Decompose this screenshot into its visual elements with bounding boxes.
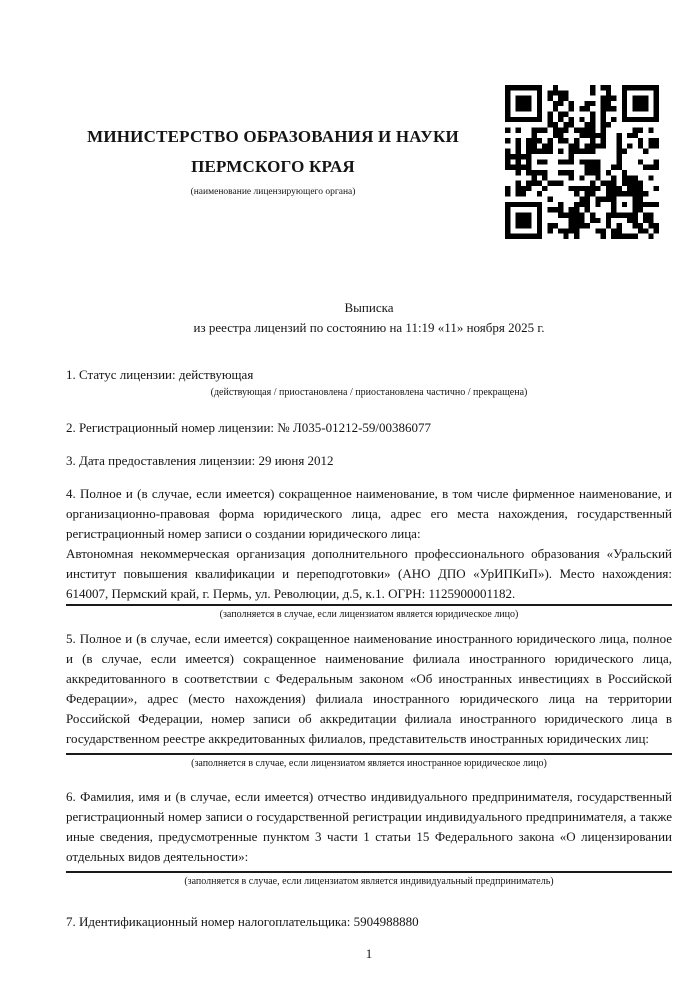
document-body [0, 298, 700, 963]
item-registration-number [66, 419, 672, 437]
inn-line [66, 913, 672, 931]
foreign-entity-note: (заполняется в случае, если лицензиатом является иностранное юридическое лицо) [191, 758, 547, 769]
item-grant-date [66, 452, 672, 470]
document-title-line2: из реестра лицензий по состоянию на 11:19 «11» ноября 2025 г. [193, 320, 545, 335]
registration-number-line [66, 419, 672, 437]
ministry-name-line1: МИНИСТЕРСТВО ОБРАЗОВАНИЯ И НАУКИ [87, 127, 459, 146]
license-status-note: (действующая / приостановлена / приостановлена частично / прекращена) [210, 387, 528, 398]
license-status-label: 1. Статус лицензии: [66, 367, 176, 382]
ministry-name-line2: ПЕРМСКОГО КРАЯ [191, 157, 355, 176]
qr-code-graphic [505, 85, 659, 239]
licensing-authority-block [66, 122, 480, 199]
item-legal-entity [66, 484, 672, 622]
inn-value: 5904988880 [353, 914, 419, 929]
ministry-name [66, 122, 480, 182]
item-inn [66, 913, 672, 931]
legal-entity-text: 4. Полное и (в случае, если имеется) сокращенное наименование, в том числе фирменное наименование, и организационно-правовая форма юридического лица, адрес его места нахождения, государственный регистрационный номер записи о создании юридического лица: [66, 486, 672, 541]
document-title-line1: Выписка [344, 300, 394, 315]
document-header [0, 0, 700, 250]
grant-date-value: 29 июня 2012 [258, 453, 334, 468]
grant-date-line [66, 452, 672, 470]
ministry-caption: (наименование лицензирующего органа) [190, 187, 356, 197]
entrepreneur-note: (заполняется в случае, если лицензиатом является индивидуальный предприниматель) [184, 876, 554, 887]
page-number: 1 [365, 946, 373, 961]
grant-date-label: 3. Дата предоставления лицензии: [66, 453, 256, 468]
license-status-value: действующая [178, 367, 254, 382]
foreign-entity-fill-line [66, 753, 672, 755]
document-title [66, 298, 672, 338]
item-license-status [66, 366, 672, 400]
item-entrepreneur [66, 787, 672, 889]
legal-entity-note: (заполняется в случае, если лицензиатом является юридическое лицо) [219, 609, 519, 620]
legal-entity-value: Автономная некоммерческая организация дополнительного профессионального образования «Уральский институт повышения квалификации и переподготовки» (АНО ДПО «УрИПКиП»). Место нахождения: 614007, Пермский край, г. Пермь, ул. Революции, д.5, к.1. ОГРН: 1125900001182. [66, 546, 672, 601]
license-status-line [66, 366, 672, 384]
item-foreign-entity [66, 629, 672, 771]
entrepreneur-text: 6. Фамилия, имя и (в случае, если имеется) отчество индивидуального предпринимателя, государственный регистрационный номер записи о государственной регистрации индивидуального предпринимателя, а также иные сведения, предусмотренные пунктом 3 части 1 статьи 15 Федерального закона «О лицензировании отдельных видов деятельности»: [66, 789, 672, 864]
foreign-entity-text: 5. Полное и (в случае, если имеется) сокращенное наименование иностранного юридического лица, полное и (в случае, если имеется) сокращенное наименование филиала иностранного юридического лица, аккредитованного в соответствии с Федеральным законом «Об иностранных инвестициях в Российской Федерации», адрес (место нахождения) филиала иностранного юридического лица на территории Российской Федерации, номер записи об аккредитации филиала иностранного юридического лица в государственном реестре аккредитованных филиалов, представительств иностранных юридических лиц: [66, 631, 672, 746]
qr-code-icon [505, 85, 659, 239]
legal-entity-fill-line [66, 604, 672, 606]
registration-number-label: 2. Регистрационный номер лицензии: [66, 420, 275, 435]
registration-number-value: № Л035-01212-59/00386077 [277, 420, 432, 435]
inn-label: 7. Идентификационный номер налогоплательщика: [66, 914, 351, 929]
entrepreneur-fill-line [66, 871, 672, 873]
